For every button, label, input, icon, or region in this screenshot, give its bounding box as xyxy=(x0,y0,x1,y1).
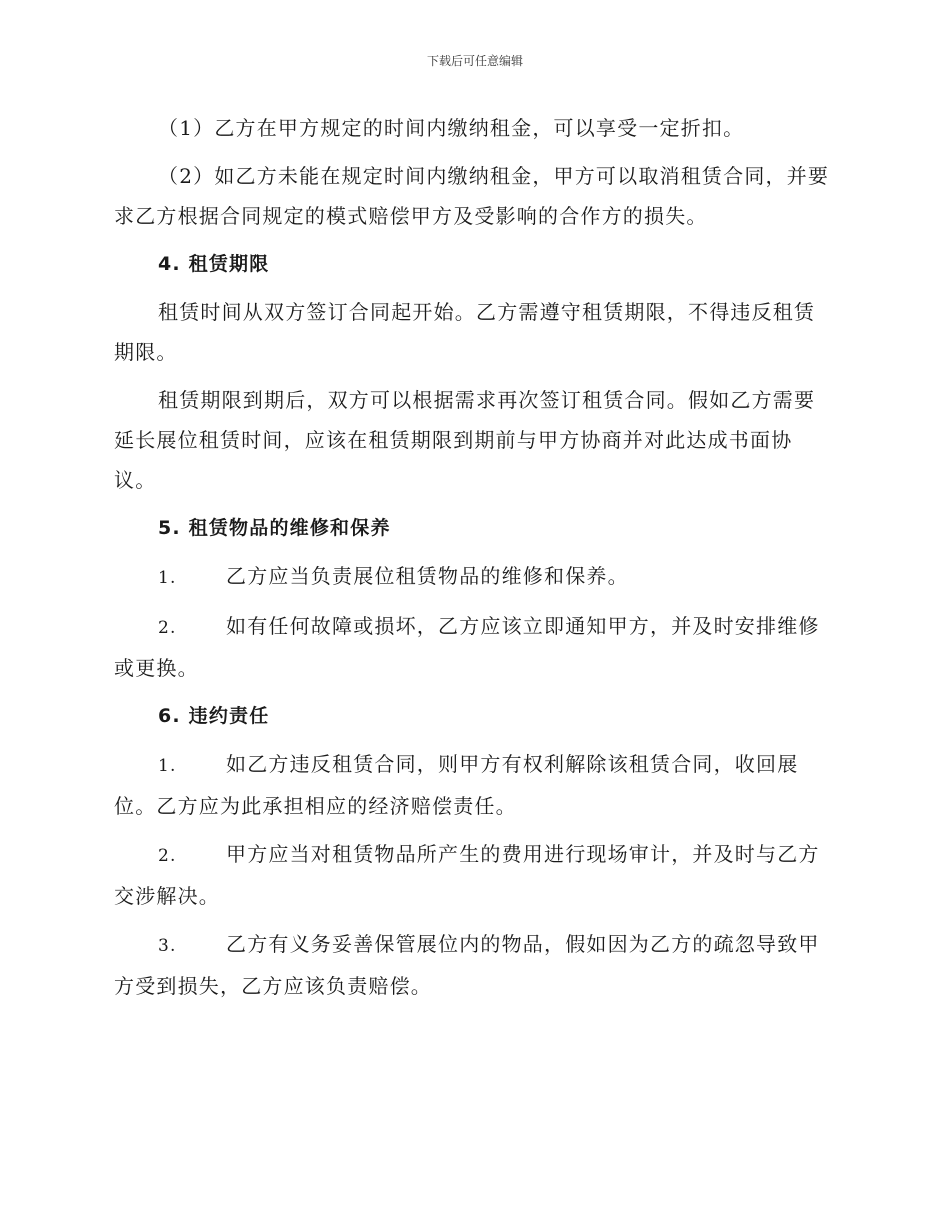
section-4-paragraph-2: 租赁期限到期后，双方可以根据需求再次签订租赁合同。假如乙方需要延长展位租赁时间，应该在租赁期限到期前与甲方协商并对此达成书面协议。 xyxy=(114,388,816,492)
section-heading-6: 6. 违约责任 xyxy=(158,705,270,727)
list-number: 1. xyxy=(158,568,177,588)
header-note: 下载后可任意编辑 xyxy=(426,54,523,68)
section-heading-5: 5. 租赁物品的维修和保养 xyxy=(158,517,391,539)
document-body xyxy=(114,108,834,1014)
list-number: 2. xyxy=(158,618,177,638)
section-5-item-2 xyxy=(114,606,834,688)
intro-item-1: （1）乙方在甲方规定的时间内缴纳租金，可以享受一定折扣。 xyxy=(158,116,745,140)
list-number: 3. xyxy=(158,936,177,956)
section-5-item-1 xyxy=(114,556,834,598)
list-number: 1. xyxy=(158,756,177,776)
section-4-paragraph-1: 租赁时间从双方签订合同起开始。乙方需遵守租赁期限，不得违反租赁期限。 xyxy=(114,300,816,364)
section-6-item-1 xyxy=(114,744,834,826)
list-item-text: 乙方有义务妥善保管展位内的物品，假如因为乙方的疏忽导致甲方受到损失，乙方应该负责赔偿。 xyxy=(114,932,820,998)
section-6-item-2 xyxy=(114,834,834,916)
list-item-text: 如乙方违反租赁合同，则甲方有权利解除该租赁合同，收回展位。乙方应为此承担相应的经济赔偿责任。 xyxy=(114,752,799,818)
section-heading-4: 4. 租赁期限 xyxy=(158,253,270,275)
intro-item-2: （2）如乙方未能在规定时间内缴纳租金，甲方可以取消租赁合同，并要求乙方根据合同规定的模式赔偿甲方及受影响的合作方的损失。 xyxy=(114,164,830,228)
list-item-text: 甲方应当对租赁物品所产生的费用进行现场审计，并及时与乙方交涉解决。 xyxy=(114,842,820,908)
section-6-item-3 xyxy=(114,924,834,1006)
list-item-text: 如有任何故障或损坏，乙方应该立即通知甲方，并及时安排维修或更换。 xyxy=(114,614,820,680)
list-item-text: 乙方应当负责展位租赁物品的维修和保养。 xyxy=(226,564,629,588)
list-number: 2. xyxy=(158,846,177,866)
